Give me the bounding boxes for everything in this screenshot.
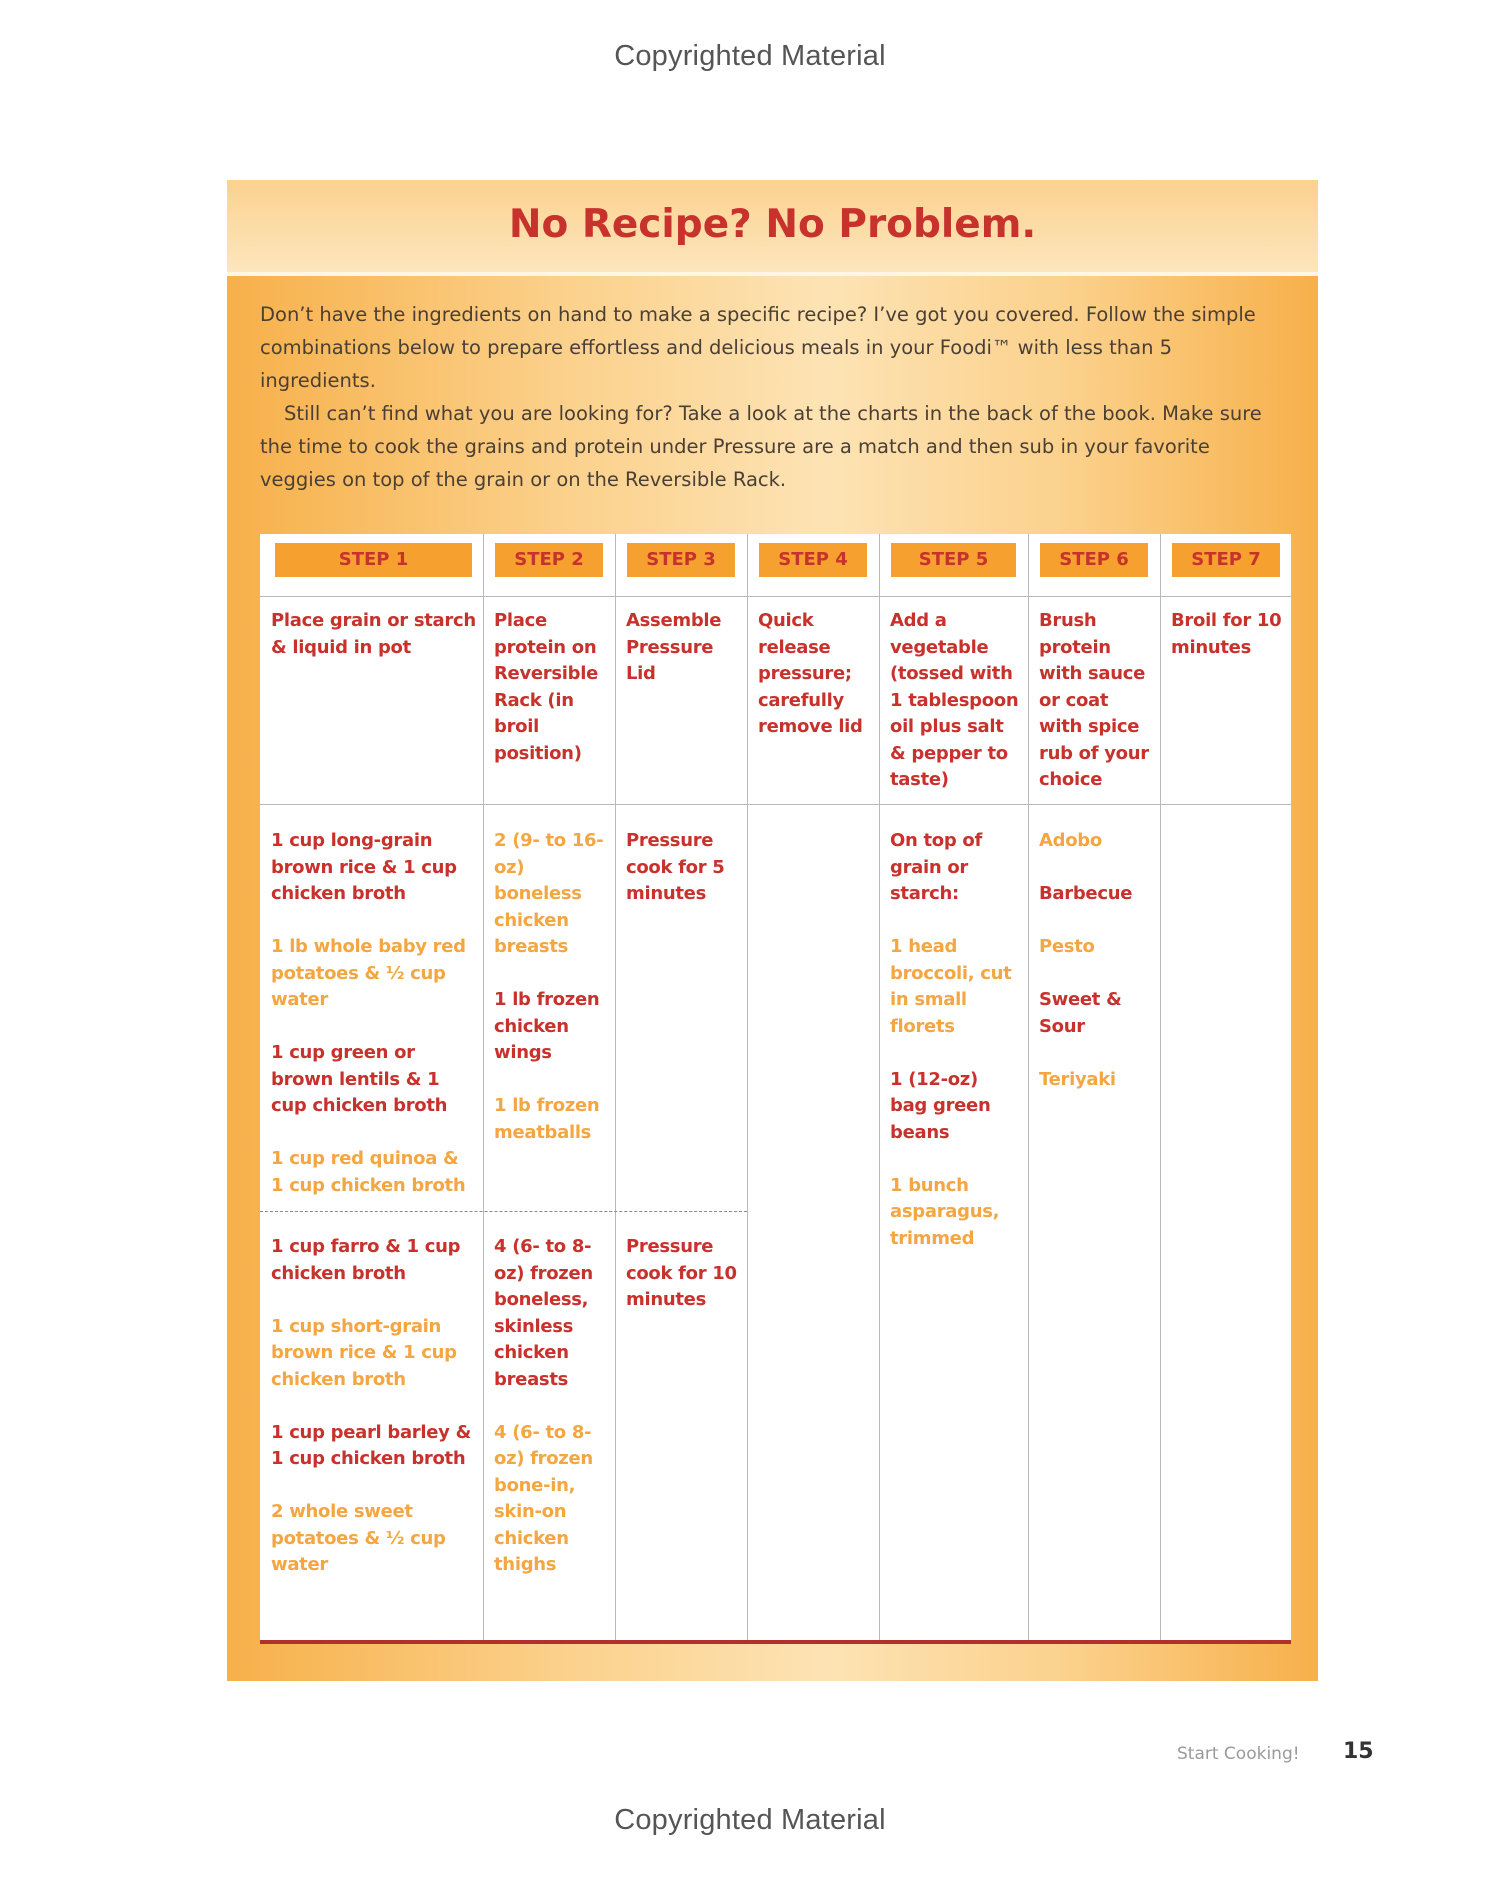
- recipe-panel: [227, 180, 1318, 1681]
- instruction-step-2: Place protein on Reversible Rack (in broil position): [494, 610, 599, 764]
- grain-option: 1 cup long-grain brown rice & 1 cup chicken broth: [271, 830, 457, 904]
- sauce-option: Sweet & Sour: [1039, 989, 1122, 1037]
- sauce-option: Teriyaki: [1039, 1068, 1116, 1090]
- grain-option: 2 whole sweet potatoes & ½ cup water: [271, 1501, 446, 1575]
- group1-pressure-time: Pressure cook for 5 minutes: [626, 830, 725, 904]
- instruction-step-3: Assemble Pressure Lid: [626, 610, 722, 684]
- grain-option: 1 cup short-grain brown rice & 1 cup chicken broth: [271, 1315, 457, 1390]
- group1-proteins: [494, 828, 606, 1146]
- protein-option: 4 (6- to 8-oz) frozen boneless, skinless chicken breasts: [494, 1236, 593, 1390]
- copyright-footer: Copyrighted Material: [614, 1804, 886, 1836]
- intro-paragraph-2: Still can’t find what you are looking for? Take a look at the charts in the back of the book. Make sure the time to cook the grains and protein under Pressure are a match and then sub in your favorite veggies on top of the grain or on the Reversible Rack.: [260, 402, 1262, 491]
- vegetable-option: 1 (12-oz) bag green beans: [890, 1068, 991, 1143]
- intro-paragraph-1: Don’t have the ingredients on hand to make a specific recipe? I’ve got you covered. Follow the simple combinations below to prepare effortless and delicious meals in your Foodi™ with less than 5 ingredients.: [260, 303, 1256, 392]
- table-row-divider: [260, 596, 1291, 597]
- step-header-3: STEP 3: [627, 543, 735, 577]
- instruction-step-5: Add a vegetable (tossed with 1 tablespoon oil plus salt & pepper to taste): [890, 610, 1019, 790]
- protein-option: 4 (6- to 8-oz) frozen bone-in, skin-on chicken thighs: [494, 1421, 593, 1575]
- vegetable-options: [890, 828, 1018, 1252]
- table-column-divider: [1160, 534, 1161, 1642]
- step-header-5: STEP 5: [891, 543, 1016, 577]
- page-number: 15: [1343, 1739, 1374, 1764]
- sauce-option: Adobo: [1039, 830, 1102, 851]
- protein-option: 1 lb frozen chicken wings: [494, 989, 600, 1063]
- steps-table: [260, 534, 1291, 1642]
- instruction-step-4: Quick release pressure; carefully remove lid: [758, 610, 863, 737]
- group-divider: [260, 1211, 747, 1212]
- table-column-divider: [1028, 534, 1029, 1642]
- step-header-1: STEP 1: [275, 543, 472, 577]
- grain-option: 1 cup pearl barley & 1 cup chicken broth: [271, 1421, 471, 1469]
- group2-pressure-time: Pressure cook for 10 minutes: [626, 1236, 737, 1310]
- table-column-divider: [483, 534, 484, 1642]
- instruction-step-1: Place grain or starch & liquid in pot: [271, 610, 476, 658]
- table-column-divider: [879, 534, 880, 1642]
- step-header-4: STEP 4: [759, 543, 867, 577]
- vegetable-intro: On top of grain or starch:: [890, 830, 983, 904]
- vegetable-option: 1 bunch asparagus, trimmed: [890, 1174, 1000, 1249]
- group1-grains: [271, 828, 476, 1199]
- grain-option: 1 lb whole baby red potatoes & ½ cup water: [271, 936, 466, 1010]
- grain-option: 1 cup farro & 1 cup chicken broth: [271, 1236, 461, 1284]
- step-header-6: STEP 6: [1040, 543, 1148, 577]
- table-row-divider: [260, 804, 1291, 805]
- table-column-divider: [747, 534, 748, 1642]
- group2-grains: [271, 1234, 476, 1579]
- table-column-divider: [615, 534, 616, 1642]
- grain-option: 1 cup red quinoa & 1 cup chicken broth: [271, 1148, 466, 1196]
- copyright-header: Copyrighted Material: [614, 40, 886, 72]
- title-band: [227, 180, 1318, 276]
- group2-proteins: [494, 1234, 606, 1579]
- instruction-step-6: Brush protein with sauce or coat with spice rub of your choice: [1039, 610, 1149, 790]
- step-header-2: STEP 2: [495, 543, 603, 577]
- sauce-options: [1039, 828, 1151, 1093]
- table-bottom-rule: [260, 1640, 1291, 1644]
- protein-option: 1 lb frozen meatballs: [494, 1095, 600, 1143]
- sauce-option: Barbecue: [1039, 883, 1133, 904]
- grain-option: 1 cup green or brown lentils & 1 cup chicken broth: [271, 1042, 448, 1116]
- step-header-7: STEP 7: [1172, 543, 1280, 577]
- instruction-step-7: Broil for 10 minutes: [1171, 610, 1282, 658]
- sauce-option: Pesto: [1039, 936, 1095, 957]
- page-title: No Recipe? No Problem.: [508, 202, 1037, 247]
- footer-section-label: Start Cooking!: [1177, 1744, 1300, 1764]
- vegetable-option: 1 head broccoli, cut in small florets: [890, 936, 1012, 1037]
- protein-option: 2 (9- to 16-oz) boneless chicken breasts: [494, 830, 604, 957]
- intro-text: [260, 298, 1290, 496]
